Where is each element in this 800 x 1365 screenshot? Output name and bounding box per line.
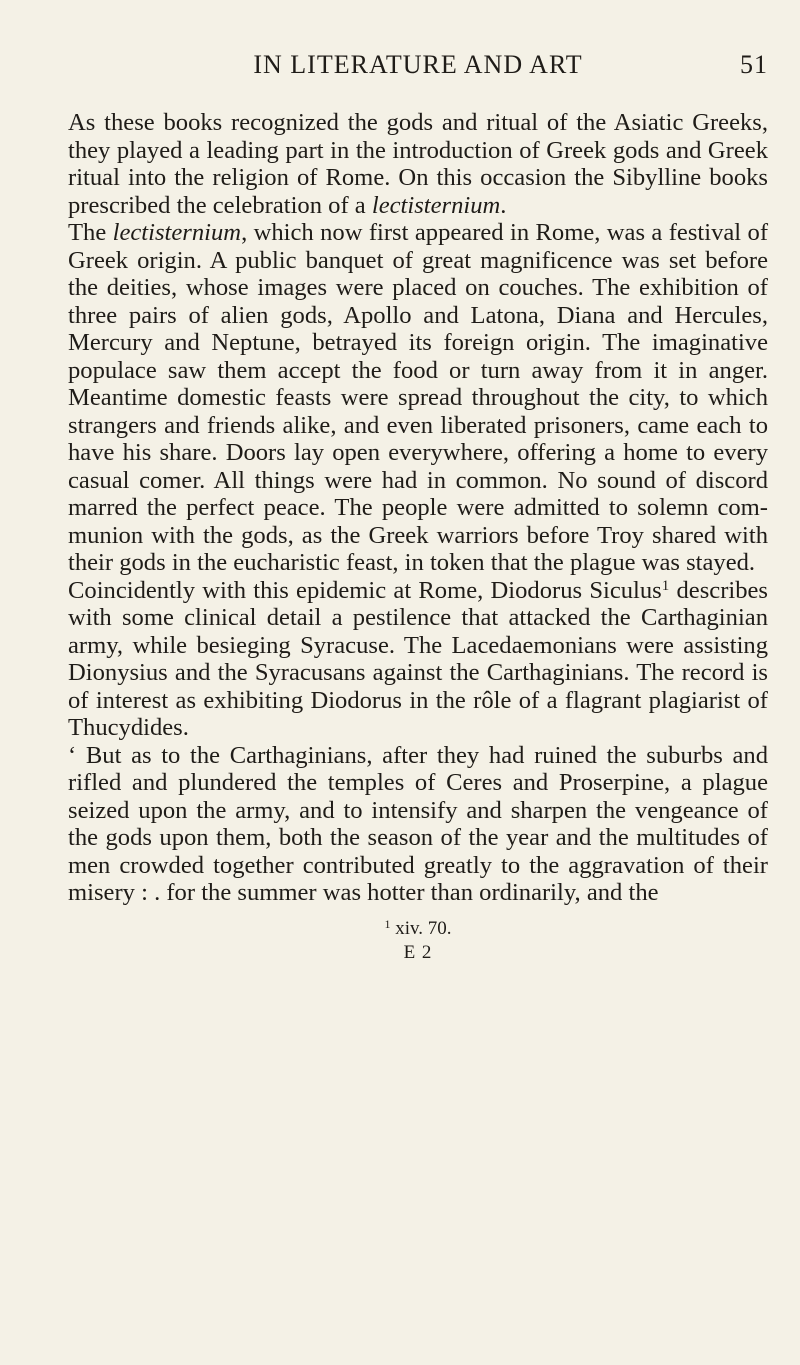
paragraph-2-text-end: , which now first appeared in Rome, was a festival of Greek origin. A public banquet of great magnificence was set before the deities, whose images were placed on couches. The exhibition of three pairs of alien gods, Apollo and Latona, Diana and Hercules, Mercury and Neptune, betrayed its foreign origin. The imaginative populace saw them accept the food or turn away from it in anger. Meantime domestic feasts were spread throughout the city, to which strangers and friends alike, and even liberated prisoners, came each to have his share. Doors lay open everywhere, offering a home to every casual comer. All things were had in common. No sound of discord marred the perfect peace. The people were admitted to solemn com-munion with the gods, as the Greek warriors before Troy shared with their gods in the eucharistic feast, in token that the plague was stayed. (68, 219, 769, 576)
paragraph-4 (68, 742, 768, 907)
paragraph-1-text-start: As these books recognized the gods and ritual of the Asiatic Greeks, they played a leading part in the introduction of Greek gods and Greek ritual into the religion of Rome. On this occasion the Sibylline books prescribed the celebration of a (68, 109, 768, 219)
body-text (68, 109, 768, 907)
paragraph-1-text-end: . (500, 191, 507, 219)
page-number: 51 (740, 50, 768, 79)
running-title: IN LITERATURE AND ART (253, 50, 583, 79)
paragraph-3 (68, 577, 768, 742)
signature-mark: E 2 (403, 941, 433, 963)
footnote-marker: 1 (384, 916, 391, 931)
footnote (68, 917, 768, 941)
paragraph-3-text-start: Coincidently with this epidemic at Rome, Diodorus Siculus (68, 576, 662, 604)
footnote-text: xiv. 70. (390, 917, 452, 939)
paragraph-3-text-end: describes with some clinical detail a pestilence that attacked the Carthaginian army, while besieging Syracuse. The Lacedaemonians were assisting Dionysius and the Syracusans against the Carthaginians. The record is of interest as exhibiting Diodorus in the rôle of a flagrant plagiarist of Thucydides. (68, 576, 768, 741)
book-page (68, 50, 768, 1350)
footnote-reference: 1 (661, 577, 670, 594)
running-head (68, 50, 768, 90)
paragraph-4-text: ‘ But as to the Carthaginians, after they had ruined the suburbs and rifled and plundered the temples of Ceres and Proserpine, a plague seized upon the army, and to intensify and sharpen the vengeance of the gods upon them, both the season of the year and the multitudes of men crowded together contributed greatly to the aggravation of their misery : . for the summer was hotter than ordinarily, and the (68, 741, 768, 906)
paragraph-1 (68, 109, 768, 219)
italic-term-lectisternium: lectisternium (371, 191, 501, 219)
paragraph-2-text-start: The (68, 219, 113, 246)
paragraph-2 (68, 219, 768, 577)
italic-term-lectisternium: lectisternium (112, 219, 242, 246)
